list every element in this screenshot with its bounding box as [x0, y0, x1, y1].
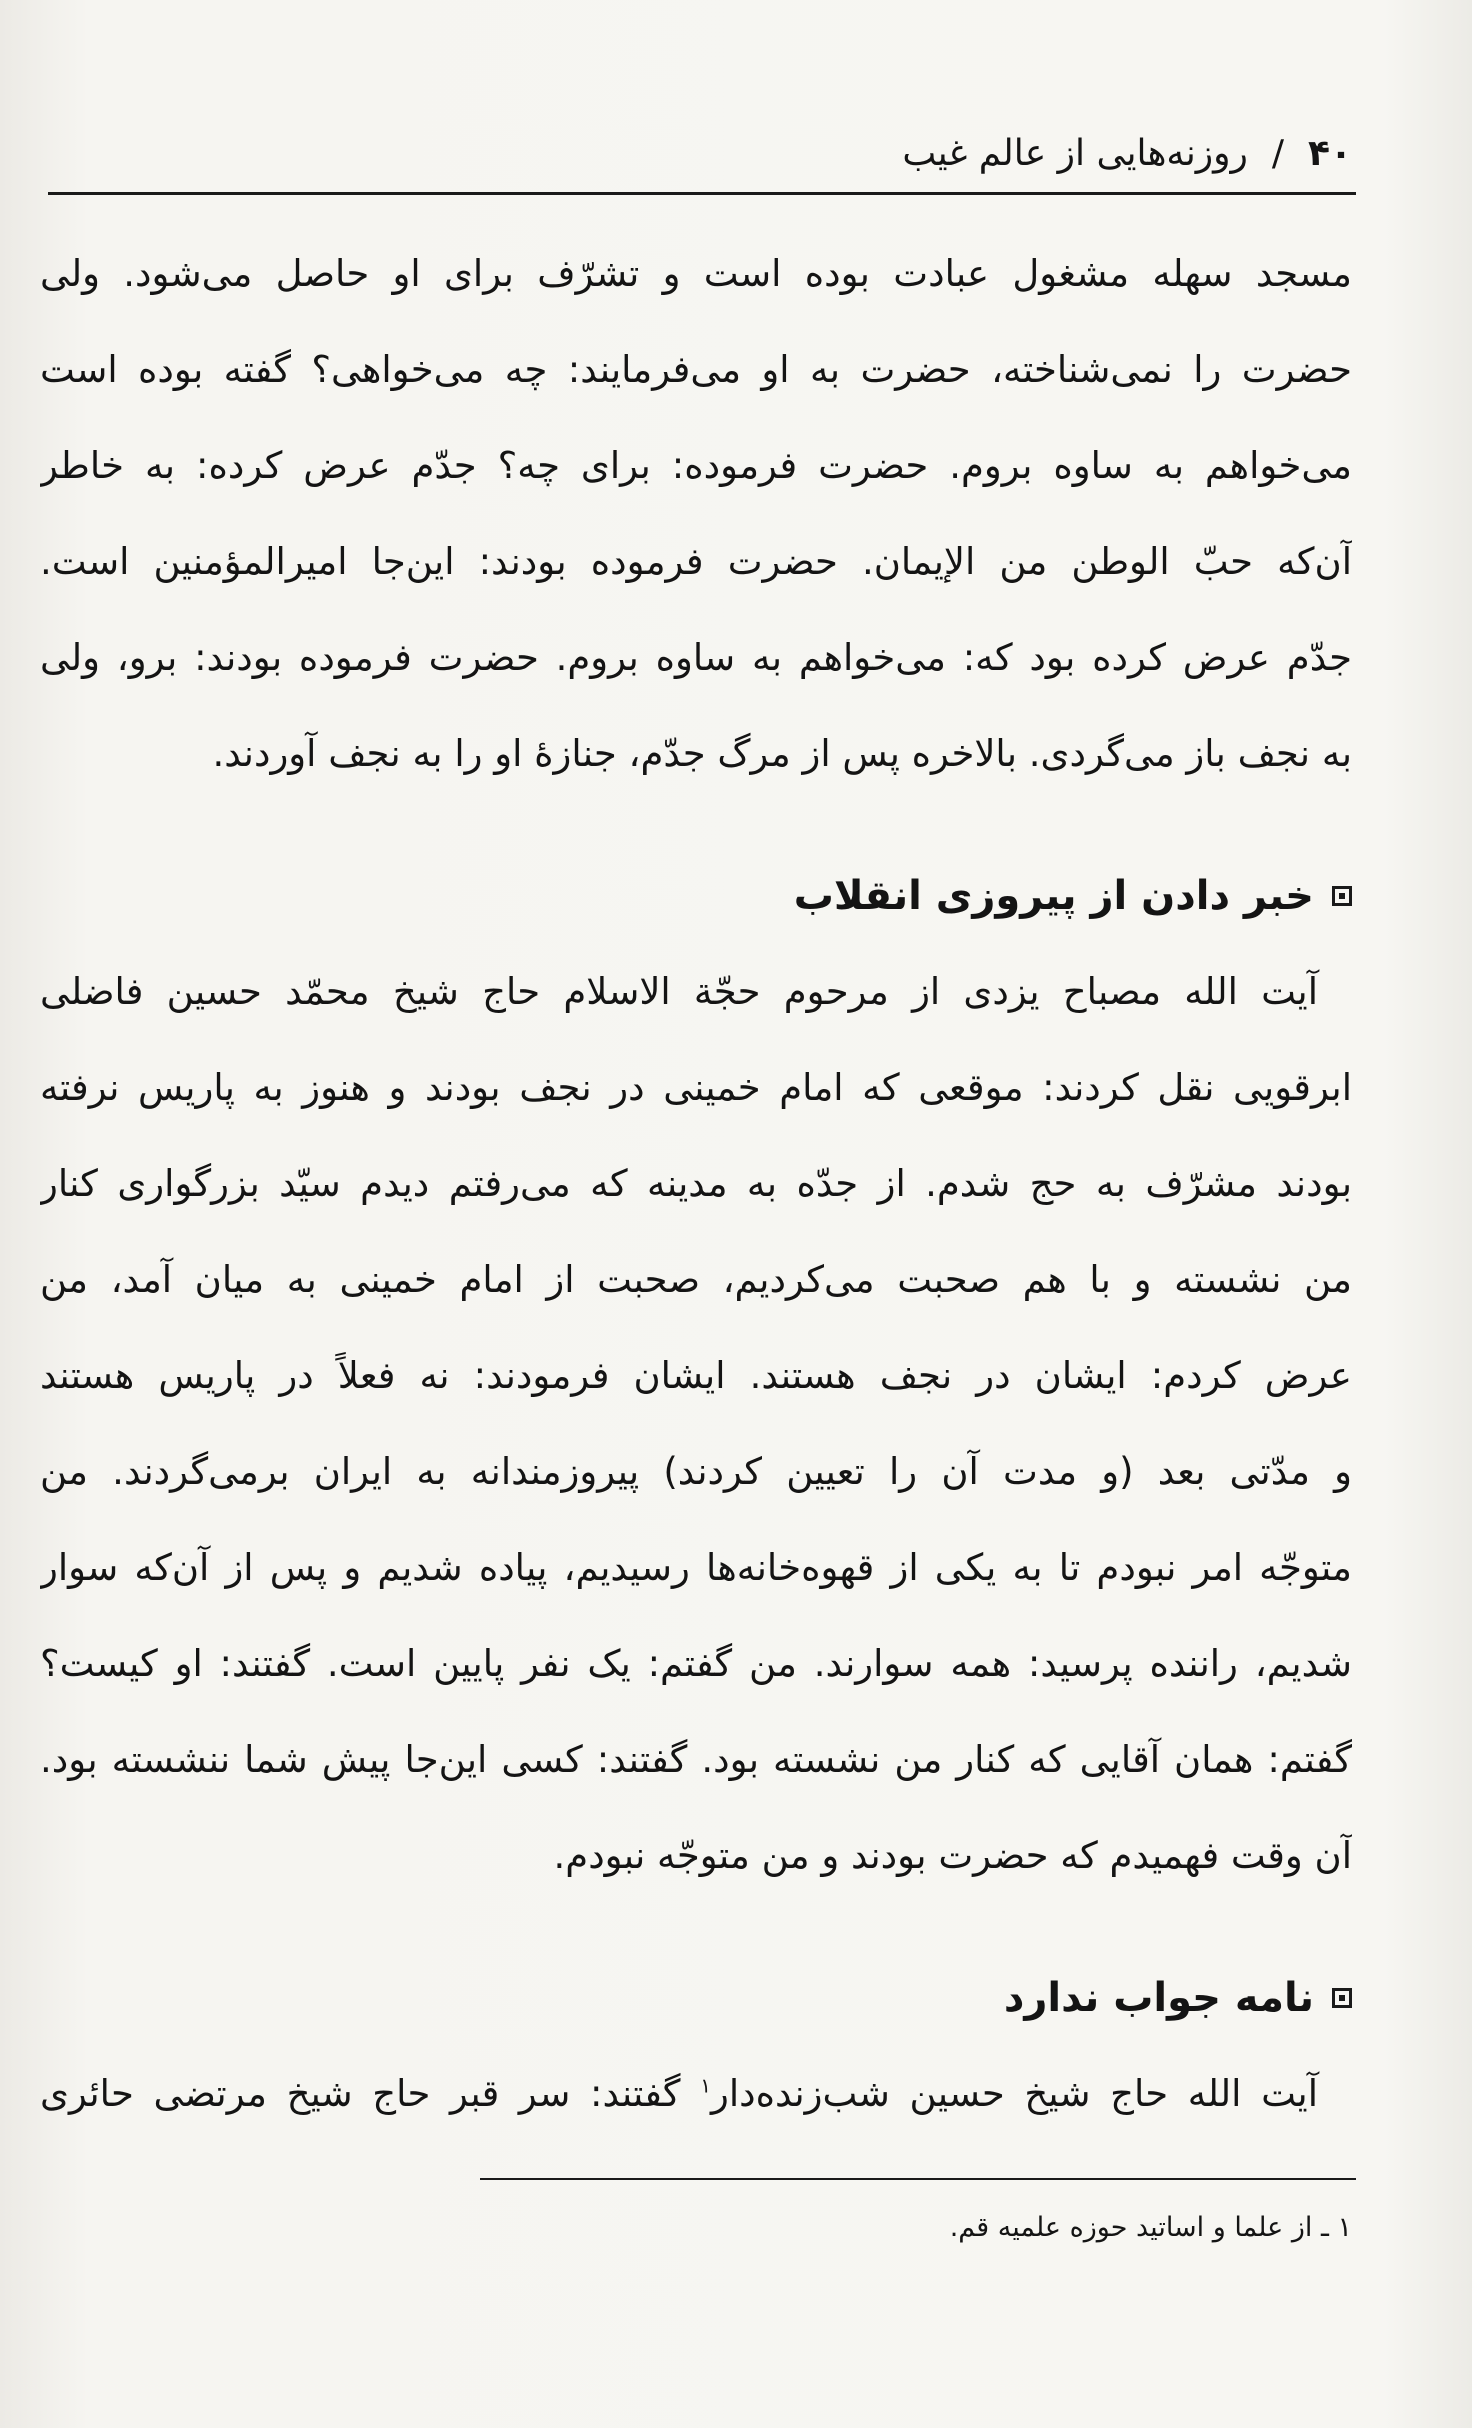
text-line: ابرقویی نقل کردند: موقعی که امام خمینی در نجف بودند و هنوز به پاریس نرفته [40, 1066, 1352, 1109]
running-header [48, 118, 1352, 188]
section-heading-text: خبر دادن از پیروزی انقلاب [793, 873, 1314, 919]
spacer [40, 1904, 1352, 1950]
text-line: عرض کردم: ایشان در نجف هستند. ایشان فرمودند: نه فعلاً در پاریس هستند [40, 1354, 1352, 1397]
text-line: گفتم: همان آقایی که کنار من نشسته بود. گفتند: کسی این‌جا پیش شما ننشسته بود. [40, 1738, 1352, 1781]
paragraph-1 [40, 226, 1352, 802]
text-line: آن‌که حبّ الوطن من الإیمان. حضرت فرموده بودند: این‌جا امیرالمؤمنین است. [40, 540, 1352, 583]
text-line-with-footnote [40, 2046, 1352, 2142]
section-heading-revolution [40, 848, 1352, 944]
text-line: به نجف باز می‌گردی. بالاخره پس از مرگ جدّم، جنازهٔ او را به نجف آوردند. [212, 732, 1352, 775]
footnote-rule [480, 2178, 1356, 2180]
header-rule [48, 192, 1356, 195]
text-segment: گفتند: سر قبر حاج شیخ مرتضی حائری [40, 2072, 681, 2115]
text-line: آیت الله مصباح یزدی از مرحوم حجّة الاسلام حاج شیخ محمّد حسین فاضلی [40, 970, 1318, 1013]
text-line: متوجّه امر نبودم تا به یکی از قهوه‌خانه‌ها رسیدیم، پیاده شدیم و پس از آن‌که سوار [40, 1546, 1352, 1589]
page-number: ۴۰ [1308, 132, 1352, 174]
footnote: ۱ ـ از علما و اساتید حوزه علمیه قم. [949, 2212, 1352, 2243]
footnote-reference: ۱ [700, 2073, 711, 2098]
text-line: جدّم عرض کرده بود که: می‌خواهم به ساوه بروم. حضرت فرموده بودند: برو، ولی [40, 636, 1352, 679]
text-line: می‌خواهم به ساوه بروم. حضرت فرموده: برای چه؟ جدّم عرض کرده: به خاطر [40, 444, 1352, 487]
spacer [40, 802, 1352, 848]
text-segment: آیت الله حاج شیخ حسین شب‌زنده‌دار [710, 2072, 1319, 2115]
section-heading-text: نامه جواب ندارد [1003, 1975, 1314, 2021]
paragraph-2 [40, 944, 1352, 1904]
header-separator: / [1271, 132, 1285, 174]
text-line: حضرت را نمی‌شناخته، حضرت به او می‌فرمایند: چه می‌خواهی؟ گفته بوده است [40, 348, 1352, 391]
section-bullet-icon [1332, 886, 1352, 906]
section-heading-letter [40, 1950, 1352, 2046]
page-body [40, 226, 1352, 2142]
book-title: روزنه‌هایی از عالم غیب [902, 132, 1248, 174]
text-line: شدیم، راننده پرسید: همه سوارند. من گفتم: یک نفر پایین است. گفتند: او کیست؟ [40, 1642, 1352, 1685]
text-line: بودند مشرّف به حج شدم. از جدّه به مدینه که می‌رفتم دیدم سیّد بزرگواری کنار [40, 1162, 1352, 1205]
section-bullet-icon [1332, 1988, 1352, 2008]
text-line: و مدّتی بعد (و مدت آن را تعیین کردند) پیروزمندانه به ایران برمی‌گردند. من [40, 1450, 1352, 1493]
text-line: من نشسته و با هم صحبت می‌کردیم، صحبت از امام خمینی به میان آمد، من [40, 1258, 1352, 1301]
text-line: مسجد سهله مشغول عبادت بوده است و تشرّف برای او حاصل می‌شود. ولی [40, 252, 1352, 295]
text-line: آن وقت فهمیدم که حضرت بودند و من متوجّه نبودم. [553, 1834, 1352, 1877]
